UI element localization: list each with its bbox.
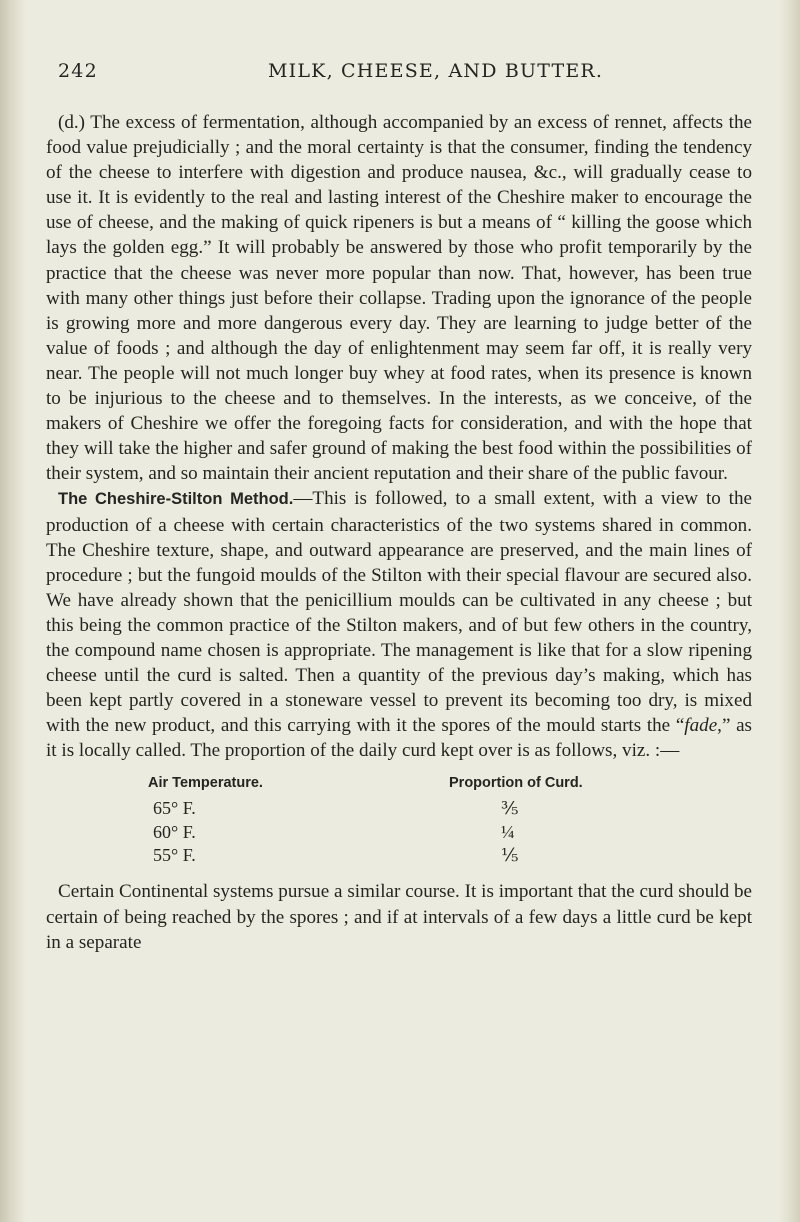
- page-shadow-right: [778, 0, 800, 1222]
- paragraph-text: ,” as it is locally called. The proportion of the daily curd kept over is as follows, viz. :—: [46, 715, 752, 762]
- body-text: [46, 110, 752, 763]
- table-cell-temperature: 60° F.: [153, 822, 196, 843]
- paragraph-text: —This is followed, to a small extent, with a view to the production of a cheese with certain characteristics of the two systems shared in common. The Cheshire texture, shape, and outward appearance are preserved, and the main lines of procedure ; but the fungoid moulds of the Stilton with their special flavour are secured also. We have already shown that the penicillium moulds can be cultivated in any cheese ; but this being the common practice of the Stilton makers, and of but few others in the country, the compound name chosen is appropriate. The management is like that for a slow ripening cheese until the curd is salted. Then a quantity of the previous day’s making, which has been kept partly covered in a stoneware vessel to prevent its becoming too dry, is mixed with the new product, and this carrying with it the spores of the mould starts the “: [46, 488, 752, 737]
- table-cell-proportion: ¼: [501, 822, 515, 843]
- curd-proportion-table: [46, 775, 752, 879]
- running-title: MILK, CHEESE, AND BUTTER.: [268, 60, 604, 82]
- page-shadow-left: [0, 0, 26, 1222]
- column-header-temperature: Air Temperature.: [148, 775, 263, 792]
- page-number: 242: [58, 60, 98, 82]
- table-cell-proportion: ⅗: [501, 798, 519, 819]
- table-cell-proportion: ⅕: [501, 845, 519, 866]
- paragraph-cheshire-stilton: [46, 486, 752, 763]
- paragraph-continental: Certain Continental systems pursue a similar course. It is important that the curd should be certain of being reached by the spores ; and if at intervals of a few days a little curd be kept in a separate: [46, 881, 752, 953]
- column-header-proportion: Proportion of Curd.: [449, 775, 583, 792]
- running-head: [46, 60, 752, 90]
- table-cell-temperature: 55° F.: [153, 845, 196, 866]
- body-text-continued: [46, 879, 752, 954]
- book-page: [46, 60, 752, 955]
- italic-term: fade: [684, 715, 718, 737]
- table-cell-temperature: 65° F.: [153, 798, 196, 819]
- section-heading: The Cheshire-Stilton Method.: [58, 490, 294, 509]
- paragraph-fermentation: (d.) The excess of fermentation, although accompanied by an excess of rennet, affects the food value prejudicially ; and the moral certainty is that the consumer, finding the tendency of the cheese to interfere with digestion and produce nausea, &c., will gradually cease to use it. It is evidently to the real and lasting interest of the Cheshire maker to encourage the use of cheese, and the making of quick ripeners is but a means of “ killing the goose which lays the golden egg.” It will probably be answered by those who profit temporarily by the practice that the cheese was never more popular than now. That, however, has been true with many other things just before their collapse. Trading upon the ignorance of the people is growing more and more dangerous every day. They are learning to judge better of the value of foods ; and although the day of enlightenment may seem far off, it is really very near. The people will not much longer buy whey at food rates, when its presence is known to be injurious to the cheese and to themselves. In the interests, as we conceive, of the makers of Cheshire we offer the foregoing facts for consideration, and with the hope that they will take the higher and safer ground of making the best food within the possibilities of their system, and so maintain their ancient reputation and their share of the public favour.: [46, 112, 752, 485]
